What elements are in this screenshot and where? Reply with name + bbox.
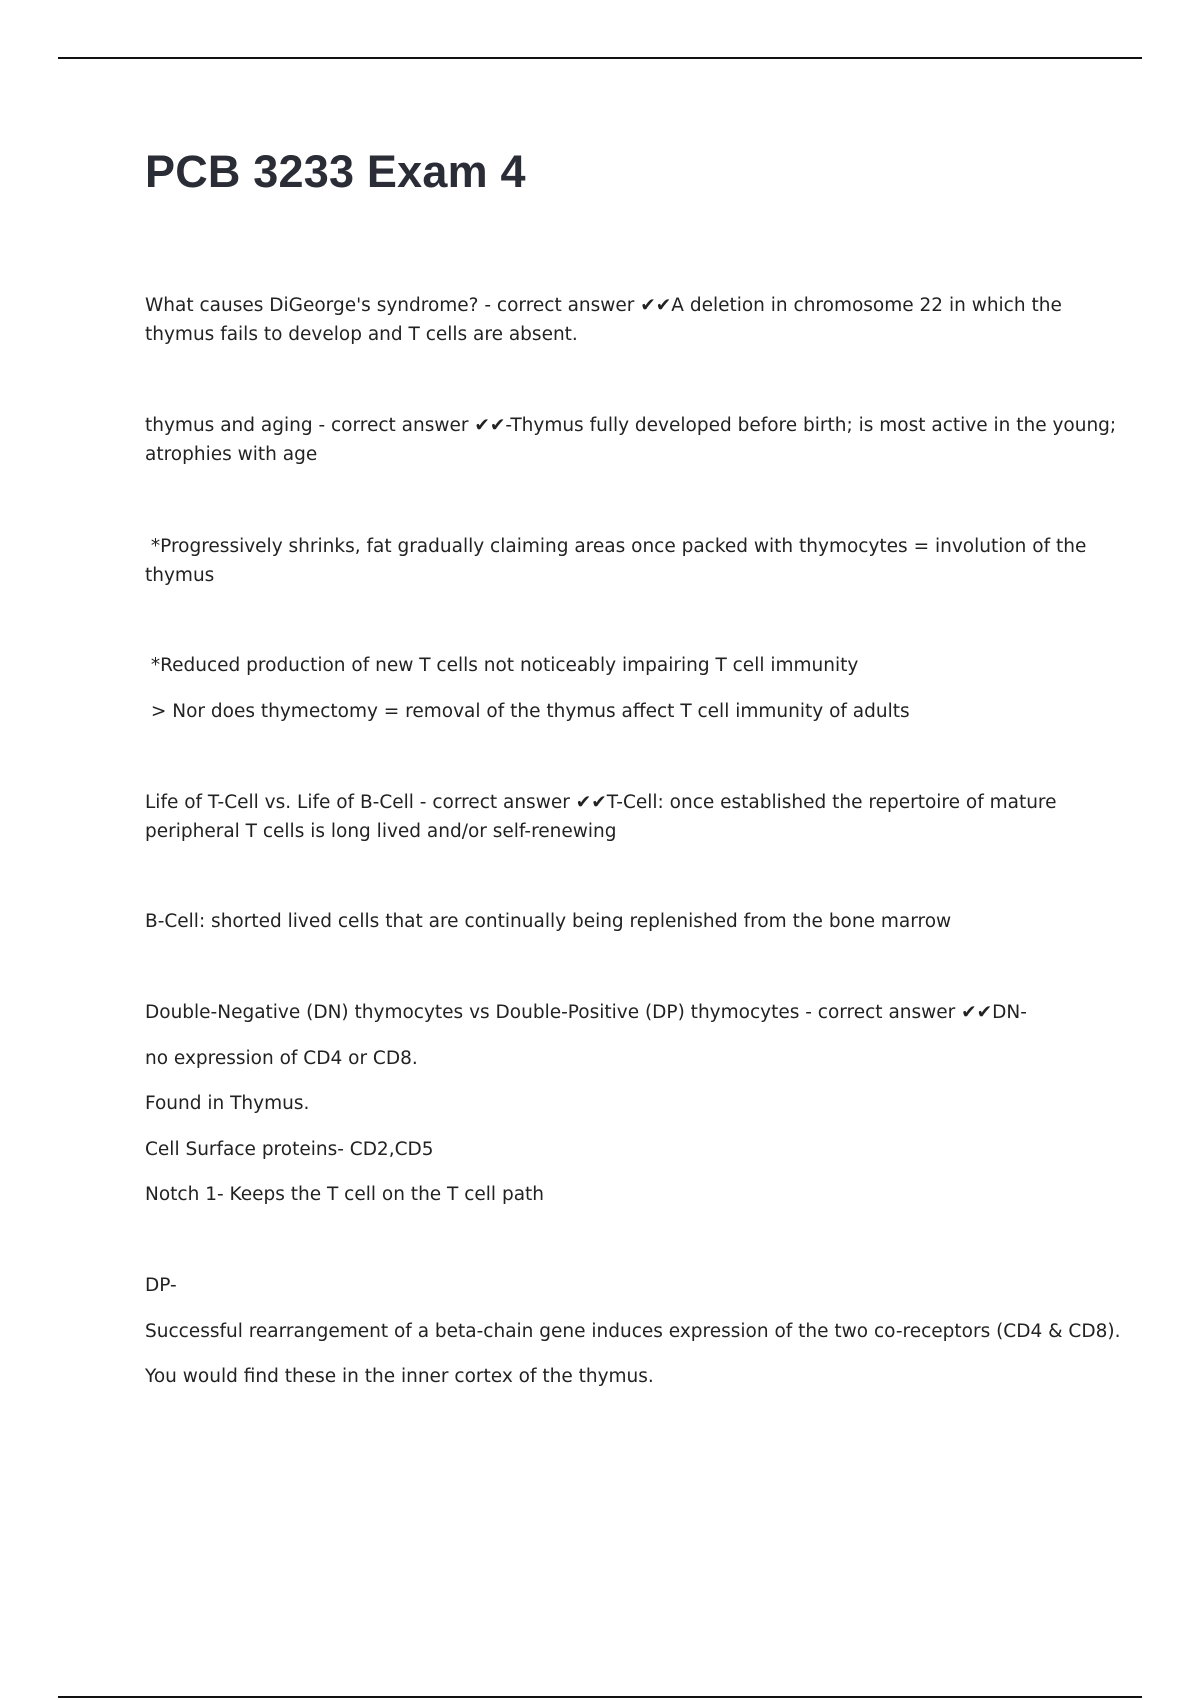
text-line: thymus and aging - correct answer ✔✔-Thymus fully developed before birth; is most active in the young; [145, 415, 1117, 436]
text-line: *Progressively shrinks, fat gradually claiming areas once packed with thymocytes = involution of the [145, 536, 1087, 557]
text-line: You would find these in the inner cortex of the thymus. [145, 1366, 654, 1387]
text-line: DP- [145, 1275, 177, 1296]
text-line: Successful rearrangement of a beta-chain gene induces expression of the two co-receptors (CD4 & CD8). [145, 1321, 1121, 1342]
text-line: What causes DiGeorge's syndrome? - correct answer ✔✔A deletion in chromosome 22 in which the [145, 295, 1062, 316]
text-line: B-Cell: shorted lived cells that are continually being replenished from the bone marrow [145, 911, 952, 932]
text-line: > Nor does thymectomy = removal of the thymus affect T cell immunity of adults [145, 701, 910, 722]
text-line: atrophies with age [145, 444, 318, 465]
text-line: thymus [145, 565, 215, 586]
text-line: Double-Negative (DN) thymocytes vs Double-Positive (DP) thymocytes - correct answer ✔✔DN- [145, 1002, 1027, 1023]
text-line: Cell Surface proteins- CD2,CD5 [145, 1139, 434, 1160]
text-line: thymus fails to develop and T cells are absent. [145, 324, 578, 345]
text-line: no expression of CD4 or CD8. [145, 1048, 418, 1069]
text-line: peripheral T cells is long lived and/or self-renewing [145, 821, 617, 842]
top-rule [58, 57, 1142, 59]
text-line: Life of T-Cell vs. Life of B-Cell - correct answer ✔✔T-Cell: once established the repertoire of mature [145, 792, 1057, 813]
text-line: Notch 1- Keeps the T cell on the T cell path [145, 1184, 545, 1205]
page-title: PCB 3233 Exam 4 [145, 146, 526, 197]
text-line: *Reduced production of new T cells not noticeably impairing T cell immunity [145, 655, 859, 676]
bottom-rule [58, 1696, 1142, 1698]
text-line: Found in Thymus. [145, 1093, 310, 1114]
